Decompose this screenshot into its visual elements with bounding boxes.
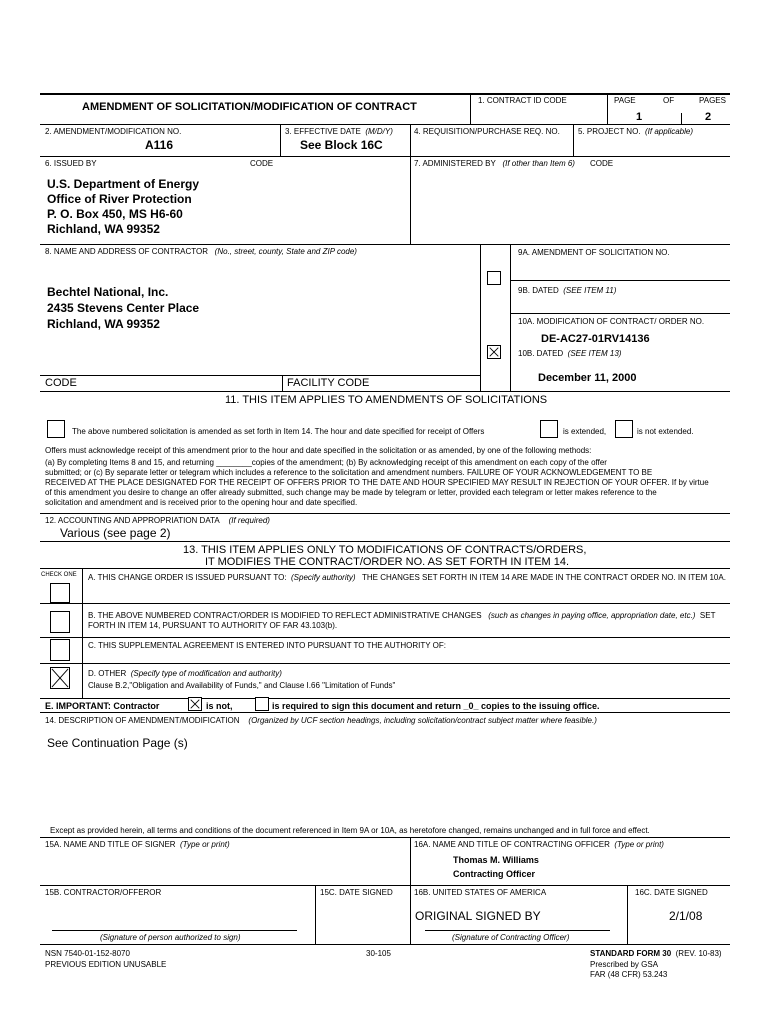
top-border	[40, 93, 730, 95]
rule	[40, 698, 730, 699]
facility-code-label: FACILITY CODE	[287, 377, 370, 389]
officer-signature-caption: (Signature of Contracting Officer)	[452, 933, 570, 942]
item-10b-value: December 11, 2000	[538, 372, 637, 384]
issuer-address: U.S. Department of Energy Office of River Protection P. O. Box 450, MS H6-60 Richland, WA 99352	[47, 177, 200, 236]
is-not-checkbox[interactable]	[188, 697, 202, 711]
signature-line	[425, 930, 610, 931]
signed-by: ORIGINAL SIGNED BY	[415, 909, 541, 923]
effective-date-label: 3. EFFECTIVE DATE (M/D/Y)	[285, 127, 393, 136]
form-number: 30-105	[366, 949, 391, 958]
rule	[510, 280, 730, 281]
check-x-icon	[51, 668, 69, 688]
rule	[40, 637, 730, 638]
item-16a-label: 16A. NAME AND TITLE OF CONTRACTING OFFICER (Type or print)	[414, 840, 664, 849]
item-14-value: See Continuation Page (s)	[47, 736, 188, 750]
nsn-number: NSN 7540-01-152-8070	[45, 949, 130, 958]
effective-date-value: See Block 16C	[300, 138, 383, 152]
item-12-value: Various (see page 2)	[60, 526, 171, 540]
requisition-label: 4. REQUISITION/PURCHASE REQ. NO.	[414, 127, 560, 136]
item-10a-label: 10A. MODIFICATION OF CONTRACT/ ORDER NO.	[518, 317, 705, 326]
rule	[40, 712, 730, 713]
item-11-line-b: submitted; or (c) By separate letter or telegram which includes a reference to the solicitation and amendment numbers. FAILURE OF YOUR ACKNOWLEDGEMENT TO BE	[45, 468, 653, 477]
far-reference: FAR (48 CFR) 53.243	[590, 970, 668, 979]
item-11-heading: 11. THIS ITEM APPLIES TO AMENDMENTS OF SOLICITATIONS	[225, 394, 548, 406]
is-required-label: is required to sign this document and return _0_ copies to the issuing office.	[272, 701, 600, 711]
rule	[410, 837, 411, 944]
item-9a-label: 9A. AMENDMENT OF SOLICITATION NO.	[518, 248, 670, 257]
contractor-signature-caption: (Signature of person authorized to sign)	[100, 933, 241, 942]
check-x-icon	[488, 346, 500, 358]
item-11-para: Offers must acknowledge receipt of this amendment prior to the hour and date specified in the solicitation or as amended, by one of the following methods:	[45, 446, 592, 455]
terms-text: Except as provided herein, all terms and conditions of the document referenced in Item 9A or 10A, as heretofore changed, remains unchanged and in full force and effect.	[50, 826, 650, 835]
contractor-label: 8. NAME AND ADDRESS OF CONTRACTOR (No., street, county, State and ZIP code)	[45, 247, 357, 256]
contractor-code-label: CODE	[45, 377, 77, 389]
rule	[40, 603, 730, 604]
item-13-heading-1: 13. THIS ITEM APPLIES ONLY TO MODIFICATIONS OF CONTRACTS/ORDERS,	[183, 544, 587, 556]
item-9-checkbox[interactable]	[487, 271, 501, 285]
of-label: OF	[663, 96, 675, 105]
item-13c-text: C. THIS SUPPLEMENTAL AGREEMENT IS ENTERED INTO PURSUANT TO THE AUTHORITY OF:	[88, 641, 446, 650]
item-11-checkbox[interactable]	[47, 420, 65, 438]
item-14-label: 14. DESCRIPTION OF AMENDMENT/MODIFICATION (Organized by UCF section headings, including solicitation/contract subject matter where feasible.)	[45, 716, 597, 725]
item-13b-checkbox[interactable]	[50, 611, 70, 633]
rule	[40, 944, 730, 945]
is-not-label: is not,	[206, 701, 233, 711]
previous-edition: PREVIOUS EDITION UNUSABLE	[45, 960, 167, 969]
rule	[40, 391, 730, 392]
amendment-no-value: A116	[145, 138, 174, 152]
rule	[282, 375, 283, 391]
extended-label: is extended,	[563, 427, 607, 436]
rule	[40, 513, 730, 514]
rule	[40, 124, 730, 125]
contract-id-label: 1. CONTRACT ID CODE	[478, 96, 567, 105]
rule	[40, 837, 730, 838]
contractor-address: Bechtel National, Inc. 2435 Stevens Center Place Richland, WA 99352	[47, 285, 200, 331]
rule	[470, 93, 471, 124]
item-10a-value: DE-AC27-01RV14136	[541, 333, 650, 345]
rule	[510, 313, 730, 314]
standard-form-label: STANDARD FORM 30 (REV. 10-83)	[590, 949, 722, 958]
officer-name: Thomas M. Williams	[453, 855, 539, 865]
item-15b-label: 15B. CONTRACTOR/OFFEROR	[45, 888, 162, 897]
check-x-icon	[189, 698, 201, 710]
rule	[510, 244, 511, 391]
rule	[480, 244, 481, 391]
extended-checkbox[interactable]	[540, 420, 558, 438]
not-extended-checkbox[interactable]	[615, 420, 633, 438]
rule	[410, 124, 411, 244]
administered-code-label: CODE	[590, 159, 614, 168]
page-number: 1	[636, 111, 643, 123]
rule	[280, 124, 281, 156]
item-11-line-d: of this amendment you desire to change an offer already submitted, such change may be made by telegram or letter, provided each telegram or letter makes reference to the	[45, 488, 657, 497]
item-11-line-a: (a) By completing Items 8 and 15, and returning ________copies of the amendment; (b) By acknowledging receipt of this amendment on each copy of the offer	[45, 458, 607, 467]
item-11-line-c: RECEIVED AT THE PLACE DESIGNATED FOR THE RECEIPT OF OFFERS PRIOR TO THE DATE AND HOUR SPECIFIED MAY RESULT IN REJECTION OF YOUR OFFER. If by virtue	[45, 478, 709, 487]
is-required-checkbox[interactable]	[255, 697, 269, 711]
item-13a-checkbox[interactable]	[50, 583, 70, 603]
date-signed: 2/1/08	[669, 909, 703, 923]
rule	[315, 885, 316, 944]
item-13b-text2: FORTH IN ITEM 14, PURSUANT TO AUTHORITY OF FAR 43.103(b).	[88, 621, 338, 630]
not-extended-label: is not extended.	[637, 427, 694, 436]
administered-by-label: 7. ADMINISTERED BY (If other than Item 6)	[414, 159, 575, 168]
item-13d-detail: Clause B.2,"Obligation and Availability of Funds," and Clause I.66 "Limitation of Funds"	[88, 681, 396, 690]
amendment-no-label: 2. AMENDMENT/MODIFICATION NO.	[45, 127, 182, 136]
rule	[573, 124, 574, 156]
prescribed-by: Prescribed by GSA	[590, 960, 659, 969]
item-10b-label: 10B. DATED (SEE ITEM 13)	[518, 349, 622, 358]
rule	[681, 113, 682, 124]
item-13a-text: A. THIS CHANGE ORDER IS ISSUED PURSUANT TO: (Specify authority) THE CHANGES SET FORTH IN ITEM 14 ARE MADE IN THE CONTRACT ORDER NO. IN ITEM 10A.	[88, 573, 726, 582]
item-13d-text: D. OTHER (Specify type of modification and authority)	[88, 669, 282, 678]
rule	[40, 156, 730, 157]
item-15c-label: 15C. DATE SIGNED	[320, 888, 393, 897]
rule	[40, 663, 730, 664]
form-title: AMENDMENT OF SOLICITATION/MODIFICATION OF CONTRACT	[82, 101, 417, 113]
item-16b-label: 16B. UNITED STATES OF AMERICA	[414, 888, 547, 897]
rule	[82, 568, 83, 698]
project-no-label: 5. PROJECT NO. (If applicable)	[578, 127, 694, 136]
item-e-label: E. IMPORTANT: Contractor	[45, 701, 160, 711]
item-11-line1: The above numbered solicitation is amended as set forth in Item 14. The hour and date specified for receipt of Offers	[72, 427, 485, 436]
issued-code-label: CODE	[250, 159, 274, 168]
page-label: PAGE	[614, 96, 636, 105]
item-13d-checkbox[interactable]	[50, 667, 70, 689]
item-9b-label: 9B. DATED (SEE ITEM 11)	[518, 286, 617, 295]
pages-label: PAGES	[699, 96, 726, 105]
rule	[40, 375, 480, 376]
rule	[40, 568, 730, 569]
item-16c-label: 16C. DATE SIGNED	[635, 888, 708, 897]
item-13b-text1: B. THE ABOVE NUMBERED CONTRACT/ORDER IS MODIFIED TO REFLECT ADMINISTRATIVE CHANGES (such as changes in paying office, appropriation date, etc.) SET	[88, 611, 716, 620]
item-12-label: 12. ACCOUNTING AND APPROPRIATION DATA (If required)	[45, 516, 270, 525]
item-13c-checkbox[interactable]	[50, 639, 70, 661]
rule	[40, 244, 730, 245]
item-13-heading-2: IT MODIFIES THE CONTRACT/ORDER NO. AS SET FORTH IN ITEM 14.	[205, 556, 570, 568]
item-10-checkbox[interactable]	[487, 345, 501, 359]
officer-title: Contracting Officer	[453, 869, 536, 879]
item-15a-label: 15A. NAME AND TITLE OF SIGNER (Type or print)	[45, 840, 230, 849]
item-11-line-e: solicitation and amendment and is received prior to the opening hour and date specified.	[45, 498, 358, 507]
rule	[627, 885, 628, 944]
total-pages: 2	[705, 111, 712, 123]
check-one-label: CHECK ONE	[41, 572, 77, 578]
rule	[607, 93, 608, 124]
rule	[40, 541, 730, 542]
issued-by-label: 6. ISSUED BY	[45, 159, 97, 168]
signature-line	[52, 930, 297, 931]
